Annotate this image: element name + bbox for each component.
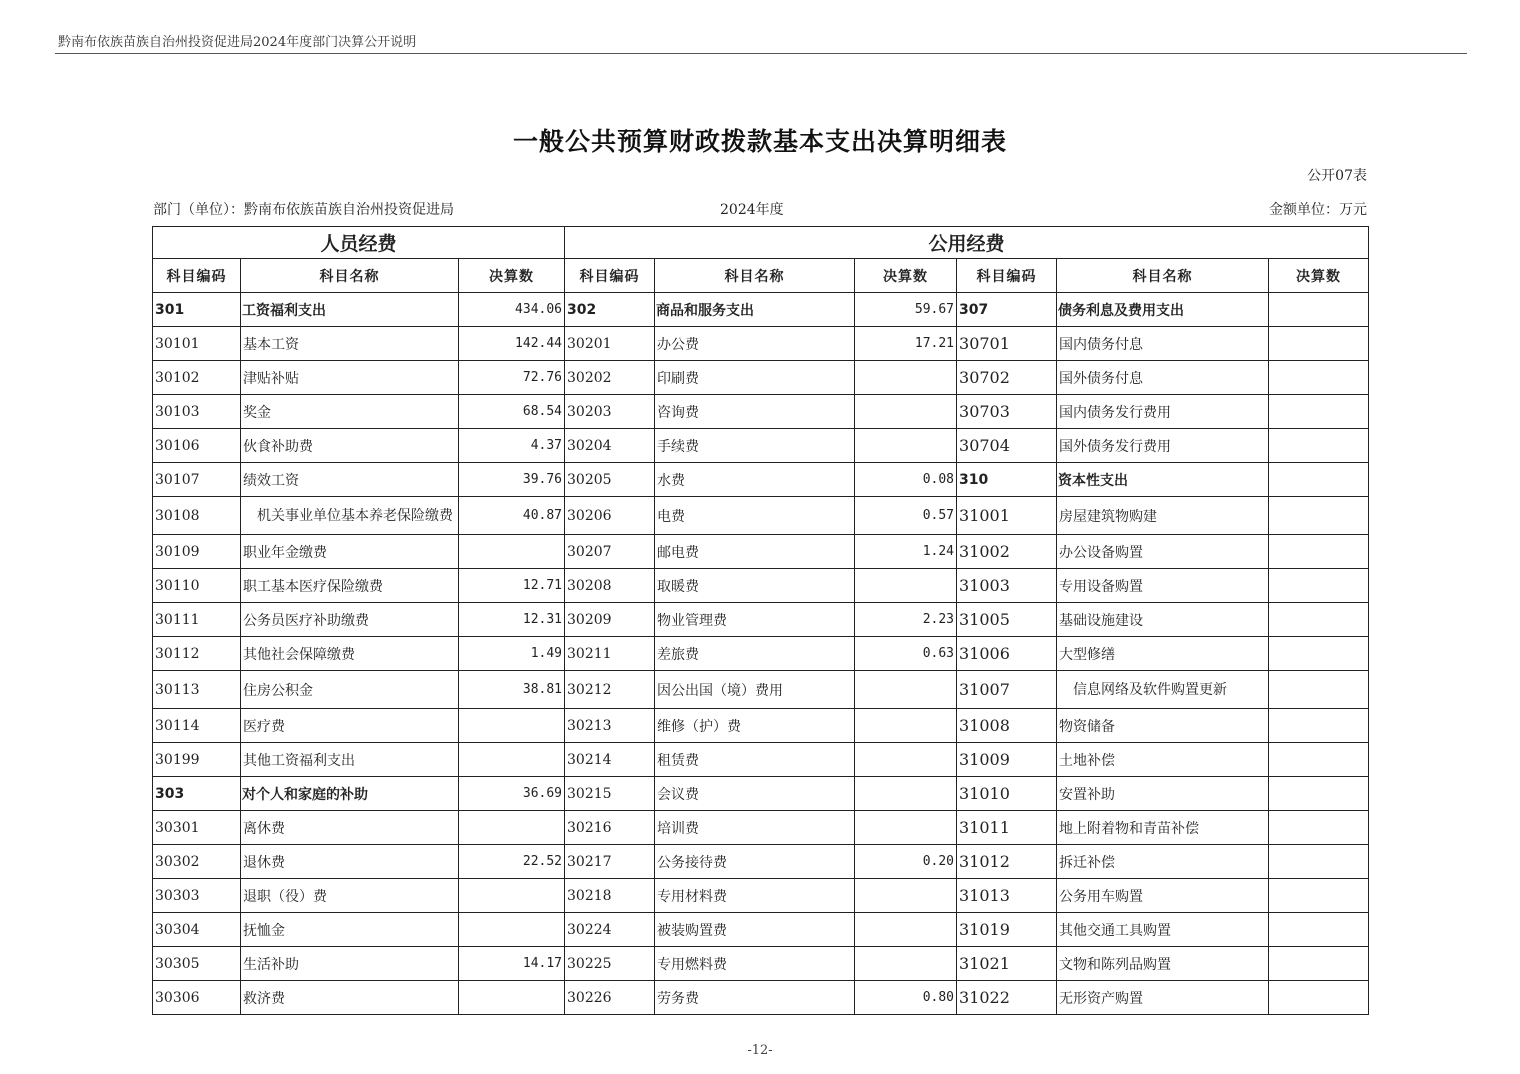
expenditure-table <box>152 226 1369 1015</box>
page-title: 一般公共预算财政拨款基本支出决算明细表 <box>512 127 1007 156</box>
cell-amount: 39.76 <box>459 463 565 497</box>
cell-code: 31001 <box>957 497 1057 535</box>
table-row <box>153 497 1369 535</box>
cell-code: 30214 <box>565 743 655 777</box>
cell-amount: 1.24 <box>855 535 957 569</box>
cell-code: 30112 <box>153 637 241 671</box>
cell-code: 31019 <box>957 913 1057 947</box>
cell-name: 其他工资福利支出 <box>241 743 459 777</box>
cell-code: 30201 <box>565 327 655 361</box>
cell-code: 30101 <box>153 327 241 361</box>
cell-name: 抚恤金 <box>241 913 459 947</box>
cell-code: 30206 <box>565 497 655 535</box>
cell-name: 商品和服务支出 <box>655 293 855 327</box>
cell-amount: 14.17 <box>459 947 565 981</box>
table-row <box>153 947 1369 981</box>
table-row <box>153 913 1369 947</box>
cell-amount: 0.08 <box>855 463 957 497</box>
table-row <box>153 395 1369 429</box>
cell-code: 30702 <box>957 361 1057 395</box>
cell-name: 国外债务发行费用 <box>1057 429 1269 463</box>
cell-name: 奖金 <box>241 395 459 429</box>
table-row <box>153 361 1369 395</box>
cell-code: 302 <box>565 293 655 327</box>
cell-code: 307 <box>957 293 1057 327</box>
cell-name: 机关事业单位基本养老保险缴费 <box>241 497 459 535</box>
cell-name: 其他社会保障缴费 <box>241 637 459 671</box>
cell-name: 职业年金缴费 <box>241 535 459 569</box>
cell-code: 30211 <box>565 637 655 671</box>
cell-amount <box>855 947 957 981</box>
cell-code: 30212 <box>565 671 655 709</box>
cell-name: 大型修缮 <box>1057 637 1269 671</box>
cell-code: 30203 <box>565 395 655 429</box>
cell-amount <box>1269 811 1369 845</box>
cell-name: 公务接待费 <box>655 845 855 879</box>
cell-amount: 12.71 <box>459 569 565 603</box>
cell-name: 被装购置费 <box>655 913 855 947</box>
cell-code: 31002 <box>957 535 1057 569</box>
cell-amount <box>855 811 957 845</box>
table-row <box>153 535 1369 569</box>
cell-code: 30209 <box>565 603 655 637</box>
section-public: 公用经费 <box>565 227 1369 259</box>
cell-amount: 12.31 <box>459 603 565 637</box>
cell-amount: 68.54 <box>459 395 565 429</box>
cell-code: 30204 <box>565 429 655 463</box>
cell-code: 31012 <box>957 845 1057 879</box>
cell-amount <box>855 777 957 811</box>
cell-code: 30102 <box>153 361 241 395</box>
amount-unit: 金额单位：万元 <box>1269 202 1367 218</box>
col-code: 科目编码 <box>565 259 655 293</box>
cell-amount: 0.80 <box>855 981 957 1015</box>
cell-code: 31022 <box>957 981 1057 1015</box>
cell-code: 30110 <box>153 569 241 603</box>
cell-name: 基础设施建设 <box>1057 603 1269 637</box>
cell-name: 生活补助 <box>241 947 459 981</box>
fiscal-year: 2024年度 <box>720 202 784 218</box>
table-row <box>153 637 1369 671</box>
cell-amount <box>459 709 565 743</box>
cell-code: 30207 <box>565 535 655 569</box>
cell-amount <box>1269 913 1369 947</box>
cell-name: 办公设备购置 <box>1057 535 1269 569</box>
cell-amount <box>1269 463 1369 497</box>
cell-name: 专用材料费 <box>655 879 855 913</box>
cell-code: 30303 <box>153 879 241 913</box>
cell-name: 对个人和家庭的补助 <box>241 777 459 811</box>
cell-name: 办公费 <box>655 327 855 361</box>
cell-name: 水费 <box>655 463 855 497</box>
cell-code: 30109 <box>153 535 241 569</box>
col-amount: 决算数 <box>855 259 957 293</box>
cell-code: 30704 <box>957 429 1057 463</box>
table-row <box>153 743 1369 777</box>
table-row <box>153 603 1369 637</box>
table-row <box>153 671 1369 709</box>
cell-amount <box>1269 497 1369 535</box>
cell-name: 租赁费 <box>655 743 855 777</box>
cell-amount: 72.76 <box>459 361 565 395</box>
cell-code: 30107 <box>153 463 241 497</box>
col-name: 科目名称 <box>1057 259 1269 293</box>
page-number: -12- <box>747 1043 773 1058</box>
cell-code: 31021 <box>957 947 1057 981</box>
cell-name: 电费 <box>655 497 855 535</box>
cell-name: 手续费 <box>655 429 855 463</box>
cell-code: 30226 <box>565 981 655 1015</box>
cell-code: 30111 <box>153 603 241 637</box>
cell-amount <box>459 913 565 947</box>
cell-amount: 434.06 <box>459 293 565 327</box>
cell-amount <box>1269 327 1369 361</box>
cell-name: 差旅费 <box>655 637 855 671</box>
cell-amount: 4.37 <box>459 429 565 463</box>
cell-amount <box>855 395 957 429</box>
cell-name: 退休费 <box>241 845 459 879</box>
table-row <box>153 777 1369 811</box>
cell-name: 安置补助 <box>1057 777 1269 811</box>
cell-amount <box>1269 361 1369 395</box>
cell-amount <box>855 709 957 743</box>
cell-name: 公务用车购置 <box>1057 879 1269 913</box>
cell-amount <box>1269 603 1369 637</box>
cell-amount <box>1269 845 1369 879</box>
cell-code: 30218 <box>565 879 655 913</box>
cell-amount: 36.69 <box>459 777 565 811</box>
cell-code: 30701 <box>957 327 1057 361</box>
cell-amount <box>855 429 957 463</box>
cell-amount <box>1269 395 1369 429</box>
cell-amount: 22.52 <box>459 845 565 879</box>
cell-amount <box>1269 637 1369 671</box>
cell-amount <box>1269 879 1369 913</box>
cell-amount <box>1269 981 1369 1015</box>
cell-code: 30703 <box>957 395 1057 429</box>
cell-code: 30208 <box>565 569 655 603</box>
cell-name: 劳务费 <box>655 981 855 1015</box>
table-row <box>153 463 1369 497</box>
cell-name: 邮电费 <box>655 535 855 569</box>
cell-code: 310 <box>957 463 1057 497</box>
col-name: 科目名称 <box>241 259 459 293</box>
cell-code: 30304 <box>153 913 241 947</box>
cell-amount <box>855 879 957 913</box>
cell-amount <box>459 879 565 913</box>
cell-name: 退职（役）费 <box>241 879 459 913</box>
table-row <box>153 429 1369 463</box>
cell-name: 取暖费 <box>655 569 855 603</box>
cell-name: 咨询费 <box>655 395 855 429</box>
cell-amount <box>1269 569 1369 603</box>
cell-amount <box>1269 777 1369 811</box>
col-amount: 决算数 <box>1269 259 1369 293</box>
cell-code: 30108 <box>153 497 241 535</box>
cell-name: 国外债务付息 <box>1057 361 1269 395</box>
table-row <box>153 569 1369 603</box>
cell-amount <box>1269 947 1369 981</box>
cell-amount <box>855 913 957 947</box>
cell-code: 303 <box>153 777 241 811</box>
cell-amount: 40.87 <box>459 497 565 535</box>
cell-code: 30301 <box>153 811 241 845</box>
cell-code: 30225 <box>565 947 655 981</box>
cell-code: 30114 <box>153 709 241 743</box>
cell-name: 专用设备购置 <box>1057 569 1269 603</box>
cell-name: 物资储备 <box>1057 709 1269 743</box>
cell-amount <box>459 743 565 777</box>
cell-name: 无形资产购置 <box>1057 981 1269 1015</box>
cell-name: 离休费 <box>241 811 459 845</box>
cell-name: 绩效工资 <box>241 463 459 497</box>
cell-amount <box>1269 293 1369 327</box>
col-amount: 决算数 <box>459 259 565 293</box>
cell-name: 维修（护）费 <box>655 709 855 743</box>
cell-code: 30103 <box>153 395 241 429</box>
cell-amount <box>1269 671 1369 709</box>
cell-amount <box>855 671 957 709</box>
cell-code: 30302 <box>153 845 241 879</box>
cell-name: 医疗费 <box>241 709 459 743</box>
table-row <box>153 845 1369 879</box>
table-row <box>153 327 1369 361</box>
cell-amount <box>459 535 565 569</box>
col-name: 科目名称 <box>655 259 855 293</box>
cell-amount: 0.20 <box>855 845 957 879</box>
cell-code: 30205 <box>565 463 655 497</box>
cell-name: 专用燃料费 <box>655 947 855 981</box>
cell-name: 其他交通工具购置 <box>1057 913 1269 947</box>
cell-code: 31005 <box>957 603 1057 637</box>
cell-code: 31006 <box>957 637 1057 671</box>
cell-name: 因公出国（境）费用 <box>655 671 855 709</box>
col-code: 科目编码 <box>957 259 1057 293</box>
cell-amount <box>1269 535 1369 569</box>
cell-code: 30106 <box>153 429 241 463</box>
table-row <box>153 293 1369 327</box>
cell-code: 31008 <box>957 709 1057 743</box>
cell-name: 房屋建筑物购建 <box>1057 497 1269 535</box>
cell-name: 物业管理费 <box>655 603 855 637</box>
cell-name: 信息网络及软件购置更新 <box>1057 671 1269 709</box>
cell-amount <box>1269 429 1369 463</box>
cell-amount: 59.67 <box>855 293 957 327</box>
cell-code: 30217 <box>565 845 655 879</box>
header-divider <box>55 53 1467 54</box>
cell-code: 31009 <box>957 743 1057 777</box>
cell-amount <box>1269 743 1369 777</box>
cell-name: 国内债务付息 <box>1057 327 1269 361</box>
cell-name: 职工基本医疗保险缴费 <box>241 569 459 603</box>
cell-amount: 0.57 <box>855 497 957 535</box>
cell-amount: 1.49 <box>459 637 565 671</box>
cell-code: 31007 <box>957 671 1057 709</box>
section-personnel: 人员经费 <box>153 227 565 259</box>
cell-name: 会议费 <box>655 777 855 811</box>
cell-amount <box>855 361 957 395</box>
cell-amount <box>855 743 957 777</box>
cell-code: 31003 <box>957 569 1057 603</box>
cell-name: 印刷费 <box>655 361 855 395</box>
cell-name: 培训费 <box>655 811 855 845</box>
cell-amount <box>1269 709 1369 743</box>
cell-code: 30215 <box>565 777 655 811</box>
cell-name: 基本工资 <box>241 327 459 361</box>
document-header: 黔南布依族苗族自治州投资促进局2024年度部门决算公开说明 <box>58 35 417 50</box>
cell-amount: 38.81 <box>459 671 565 709</box>
cell-code: 30213 <box>565 709 655 743</box>
form-number: 公开07表 <box>1307 168 1367 184</box>
cell-name: 国内债务发行费用 <box>1057 395 1269 429</box>
cell-code: 30224 <box>565 913 655 947</box>
cell-code: 30216 <box>565 811 655 845</box>
cell-amount <box>459 811 565 845</box>
cell-name: 资本性支出 <box>1057 463 1269 497</box>
cell-code: 30306 <box>153 981 241 1015</box>
cell-name: 津贴补贴 <box>241 361 459 395</box>
table-row <box>153 981 1369 1015</box>
cell-code: 31011 <box>957 811 1057 845</box>
cell-name: 土地补偿 <box>1057 743 1269 777</box>
cell-name: 救济费 <box>241 981 459 1015</box>
col-code: 科目编码 <box>153 259 241 293</box>
cell-name: 伙食补助费 <box>241 429 459 463</box>
department-label: 部门（单位）：黔南布依族苗族自治州投资促进局 <box>153 202 454 218</box>
cell-code: 30305 <box>153 947 241 981</box>
table-row <box>153 879 1369 913</box>
cell-amount <box>459 981 565 1015</box>
cell-name: 债务利息及费用支出 <box>1057 293 1269 327</box>
table-row <box>153 811 1369 845</box>
cell-amount: 2.23 <box>855 603 957 637</box>
cell-name: 公务员医疗补助缴费 <box>241 603 459 637</box>
cell-name: 地上附着物和青苗补偿 <box>1057 811 1269 845</box>
cell-amount <box>855 569 957 603</box>
cell-name: 拆迁补偿 <box>1057 845 1269 879</box>
cell-code: 31013 <box>957 879 1057 913</box>
cell-code: 301 <box>153 293 241 327</box>
table-body <box>153 293 1369 1015</box>
cell-code: 30202 <box>565 361 655 395</box>
cell-amount: 17.21 <box>855 327 957 361</box>
cell-name: 工资福利支出 <box>241 293 459 327</box>
cell-name: 文物和陈列品购置 <box>1057 947 1269 981</box>
cell-code: 31010 <box>957 777 1057 811</box>
cell-code: 30113 <box>153 671 241 709</box>
cell-amount: 142.44 <box>459 327 565 361</box>
cell-name: 住房公积金 <box>241 671 459 709</box>
table-row <box>153 709 1369 743</box>
cell-amount: 0.63 <box>855 637 957 671</box>
cell-code: 30199 <box>153 743 241 777</box>
